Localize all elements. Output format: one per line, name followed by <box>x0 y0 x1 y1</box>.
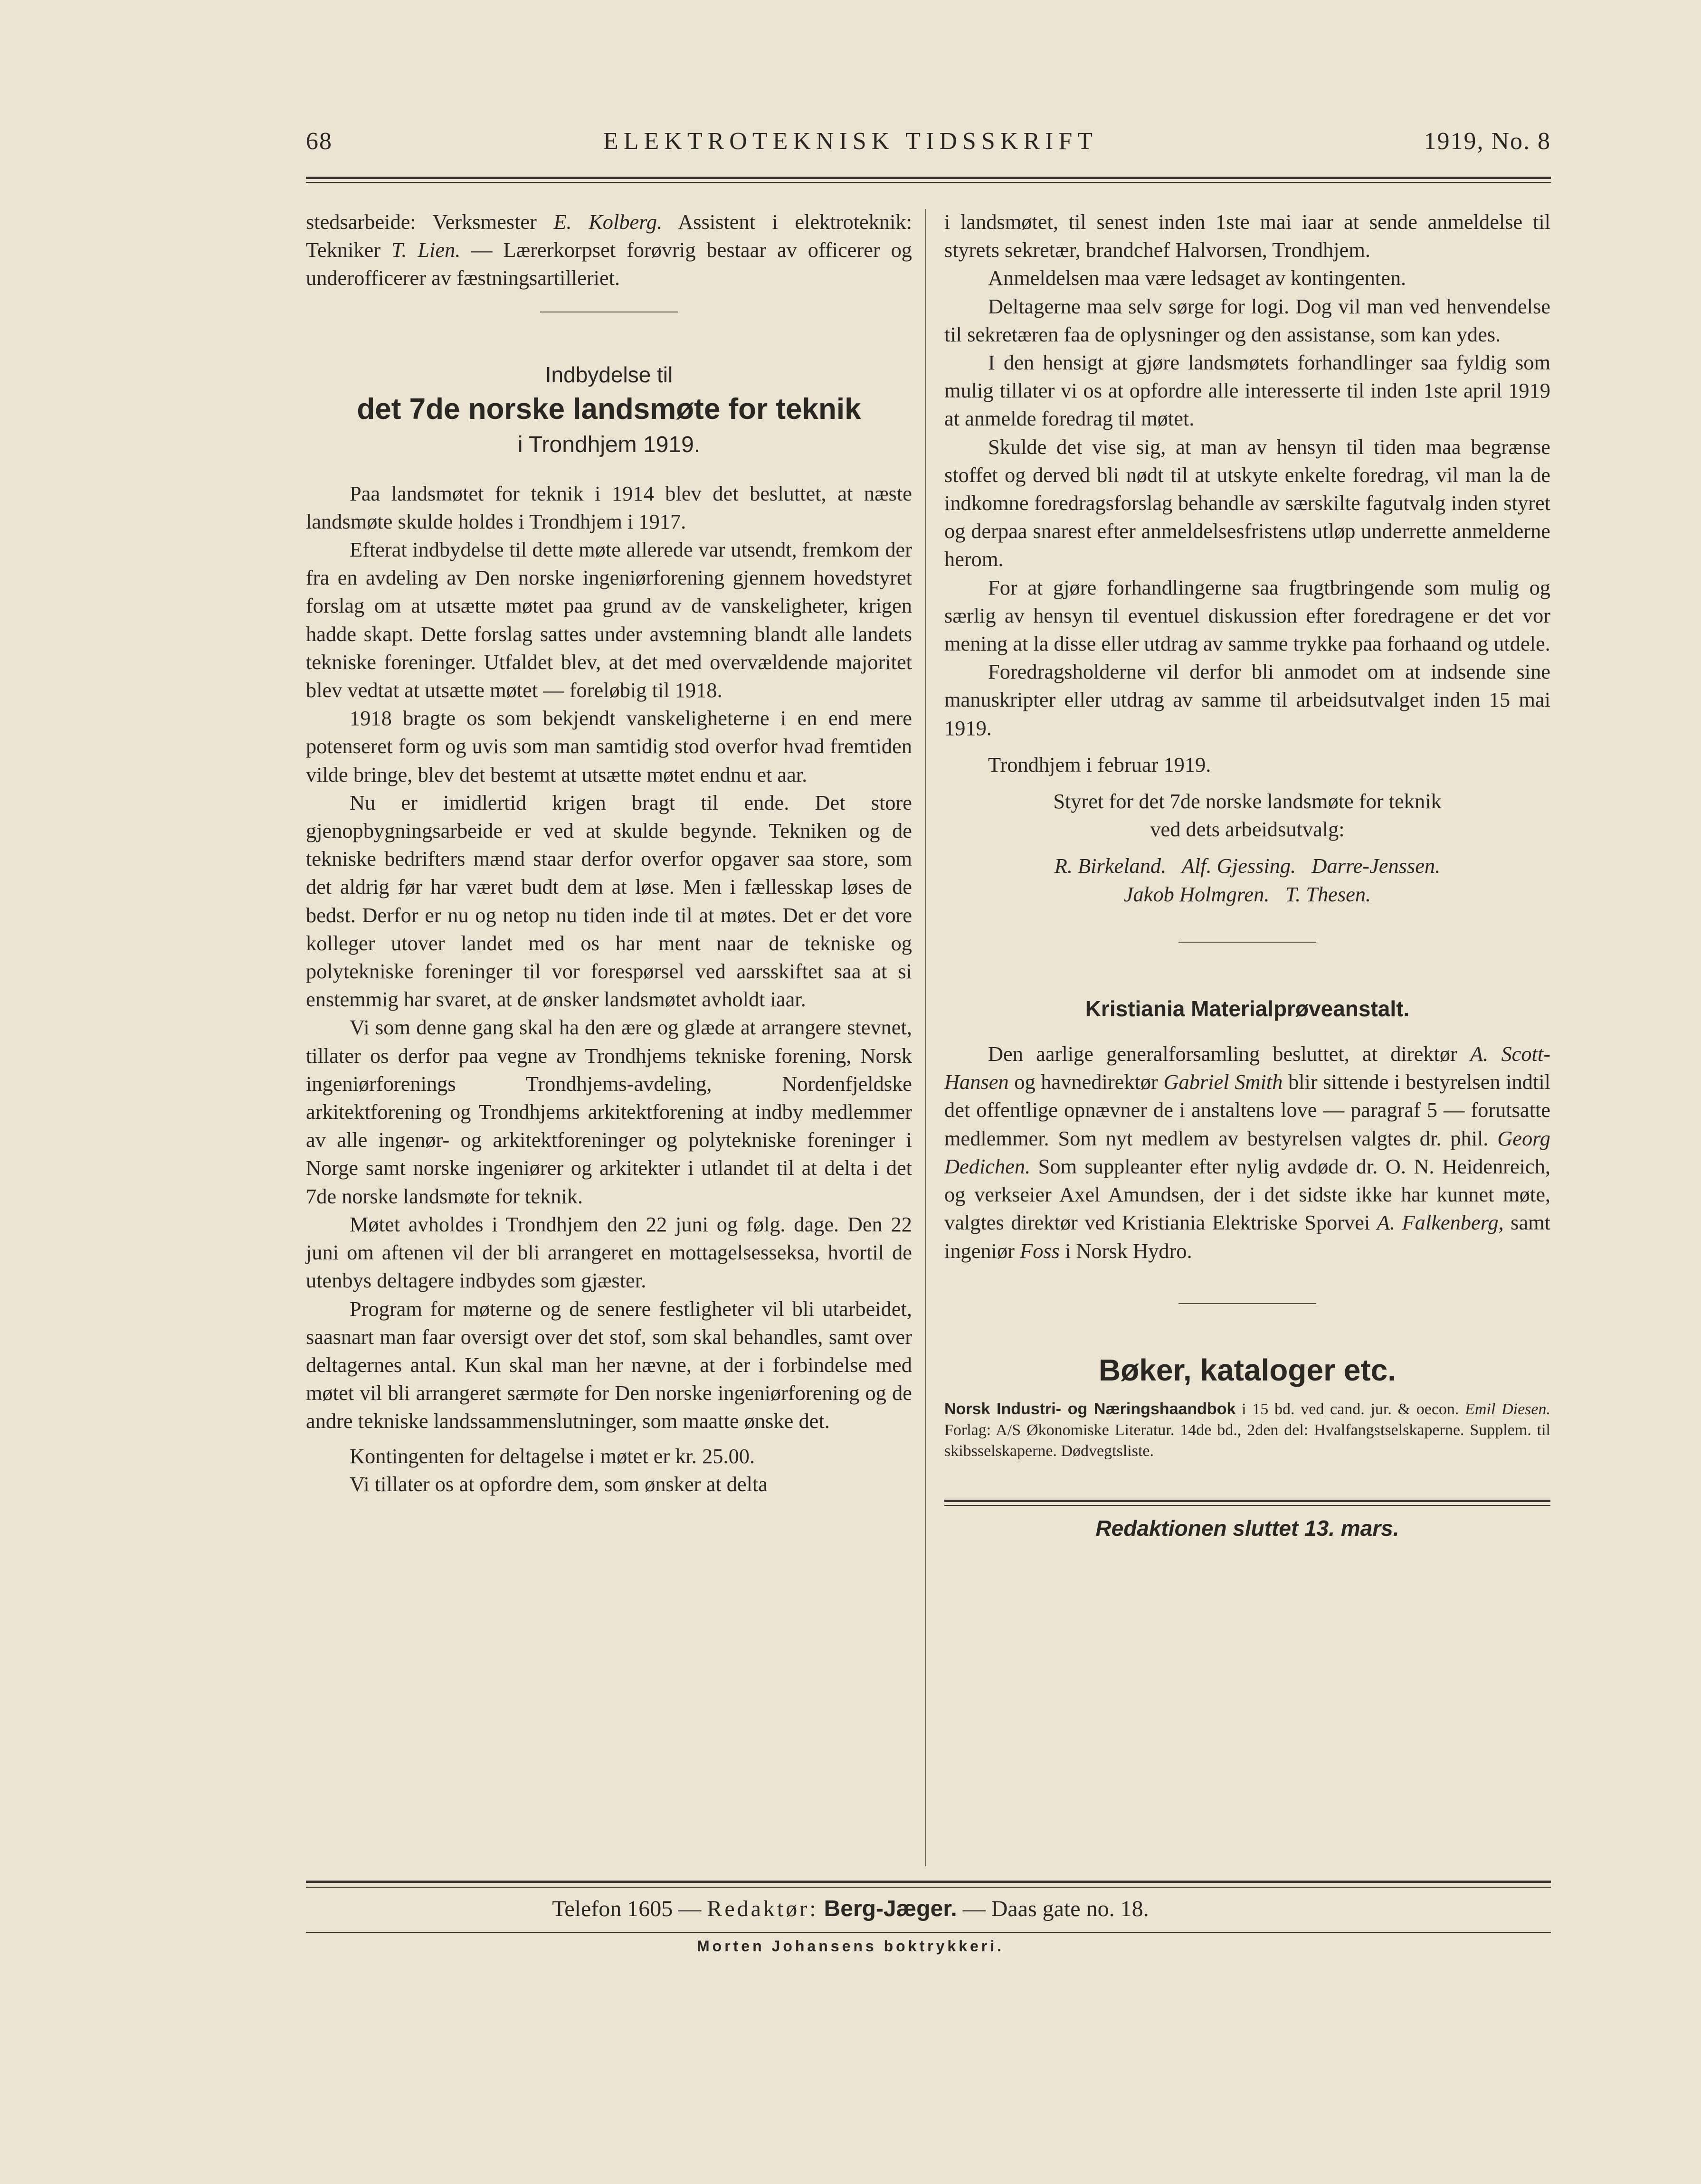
article-paragraph: Vi som denne gang skal ha den ære og glæde at arrangere stevnet, tillater os derfor paa vegne av Trondhjems tekniske forening, Norsk ingeniørforenings Trondhjems-avdeling, Nordenfjeldske arkitektforening og Trondhjems arkitektforening at indby medlemmer av alle ingenør- og arkitektforeninger og polytekniske foreninger i Norge samt norske ingeniører og arkitekter i utlandet til at delta i det 7de norske landsmøte for teknik. <box>306 1015 912 1208</box>
editorial-rule-thin <box>944 1505 1550 1506</box>
footer-rule-thin <box>306 1887 1551 1888</box>
books-entry: Norsk Industri- og Næringshaandbok i 15 bd. ved cand. jur. & oecon. Emil Diesen. Forlag: A/S Økonomiske Literatur. 14de bd., 2den del: Hvalfangstselskaperne. Supplem. til skibsselskaperne. Dødvegtsliste. <box>944 1399 1550 1460</box>
kristiania-heading: Kristiania Materialprøveanstalt. <box>1085 996 1410 1021</box>
signatures: R. Birkeland. Alf. Gjessing. Darre-Jenssen. <box>1054 854 1441 878</box>
printer-line: Morten Johansens boktrykkeri. <box>696 1938 1005 1955</box>
article-paragraph: Program for møterne og de senere festligheter vil bli utarbeidet, saasnart man faar oversigt over det stof, som skal behandles, samt over deltagernes antal. Kun skal man her nævne, at der i forbindelse med møtet vil bli arrangeret særmøte for Den norske ingeniørforening og de andre tekniske landssammenslutninger, som maatte ønske det. <box>306 1296 912 1433</box>
section-divider <box>1178 942 1316 943</box>
left-column <box>306 208 912 1498</box>
header-rule-thick <box>306 177 1551 179</box>
article-paragraph: 1918 bragte os som bekjendt vanskeligheterne i en end mere potenseret form og uvis som man samtidig stod overfor hvad fremtiden vilde bringe, blev det bestemt at utsætte møtet endnu et aar. <box>306 706 912 786</box>
article-paragraph: i landsmøtet, til senest inden 1ste mai iaar at sende anmeldelse til styrets sekretær, brandchef Halvorsen, Trondhjem. <box>944 210 1550 262</box>
board-line: ved dets arbeidsutvalg: <box>1150 817 1345 841</box>
article-paragraph: Møtet avholdes i Trondhjem den 22 juni og følg. dage. Den 22 juni om aftenen vil der bli arrangeret en mottagelsesseksa, hvortil de utenbys deltagere indbydes som gjæster. <box>306 1212 912 1293</box>
article-paragraph: Efterat indbydelse til dette møte allerede var utsendt, fremkom der fra en avdeling av Den norske ingeniørforening gjennem hovedstyret forslag om at utsætte møtet paa grund av de vanskeligheter, krigen hadde skapt. Dette forslag sattes under avstemning blandt alle landets tekniske foreninger. Utfaldet blev, at det med overvældende majoritet blev vedtat at utsætte møtet — foreløbig til 1918. <box>306 538 912 702</box>
article-paragraph: For at gjøre forhandlingerne saa frugtbringende som mulig og særlig av hensyn til eventuel diskussion efter foredragene er det vor mening at la disse eller utdrag av samme trykke paa forhaand og utdele. <box>944 575 1550 656</box>
editorial-note: Redaktionen sluttet 13. mars. <box>1095 1515 1399 1541</box>
footer-rule-thick <box>306 1881 1551 1883</box>
board-line: Styret for det 7de norske landsmøte for teknik <box>1053 789 1442 813</box>
footer-bottom-rule <box>306 1932 1551 1933</box>
invitation-heading: Indbydelse til <box>545 362 673 387</box>
page-number: 68 <box>306 128 333 155</box>
article-title: det 7de norske landsmøte for teknik <box>357 392 861 425</box>
editorial-rule-thick <box>944 1500 1550 1502</box>
article-paragraph: I den hensigt at gjøre landsmøtets forhandlinger saa fyldig som mulig tillater vi os at opfordre alle interesserte til inden 1ste april 1919 at anmelde foredrag til møtet. <box>944 350 1550 431</box>
article-paragraph: Deltagerne maa selv sørge for logi. Dog vil man ved henvendelse til sekretæren faa de oplysninger og den assistanse, som kan ydes. <box>944 294 1550 346</box>
article-paragraph: Nu er imidlertid krigen bragt til ende. Det store gjenopbygningsarbeide er ved at skulde begynde. Tekniken og de tekniske bedrifters mænd staar derfor overfor opgaver saa store, som det aldrig før har været budt dem at løse. Men i fællesskap løses de bedst. Derfor er nu og netop nu tiden inde til at møtes. Det er det vore kolleger utover landet med os har ment naar de tekniske og polytekniske foreninger til vor forespørsel ved aarsskiftet saa at si enstemmig har svaret, at de ønsker landsmøtet avholdt iaar. <box>306 790 912 1012</box>
article-paragraph: Foredragsholderne vil derfor bli anmodet om at indsende sine manuskripter eller utdrag av samme til arbeidsutvalget inden 15 mai 1919. <box>944 660 1550 740</box>
article-paragraph: Vi tillater os at opfordre dem, som ønsker at delta <box>350 1472 768 1496</box>
journal-title: ELEKTROTEKNISK TIDSSKRIFT <box>603 128 1098 155</box>
kristiania-paragraph: Den aarlige generalforsamling besluttet, at direktør A. Scott-Hansen og havnedirektør Gabriel Smith blir sittende i bestyrelsen indtil det offentlige opnævner de i anstaltens love — paragraf 5 — forutsatte medlemmer. Som nyt medlem av bestyrelsen valgtes dr. phil. Georg Dedichen. Som suppleanter efter nylig avdøde dr. O. N. Heidenreich, og verkseier Axel Amundsen, der i det sidste ikke har kunnet møte, valgtes direktør ved Kristiania Elektriske Sporvei A. Falkenberg, samt ingeniør Foss i Norsk Hydro. <box>944 1042 1551 1263</box>
article-paragraph: Skulde det vise sig, at man av hensyn til tiden maa begrænse stoffet og derved bli nødt til at utskyte enkelte foredrag, vil man la de indkomne foredragsforslag behandle av særskilte fagutvalg inden styret og derpaa snarest efter anmeldelsesfristens utløp underrette anmelderne herom. <box>944 435 1550 571</box>
column-divider <box>925 209 926 1866</box>
header-rule-thin <box>306 182 1551 183</box>
article-paragraph: Anmeldelsen maa være ledsaget av kontingenten. <box>988 266 1406 290</box>
books-heading: Bøker, kataloger etc. <box>1098 1352 1397 1387</box>
article-subtitle: i Trondhjem 1919. <box>517 432 701 457</box>
intro-paragraph: stedsarbeide: Verksmester E. Kolberg. Assistent i elektroteknik: Tekniker T. Lien. — Lærerkorpset forøvrig bestaar av officerer og underofficerer av fæstningsartilleriet. <box>306 210 912 290</box>
right-column <box>944 208 1550 1542</box>
article-paragraph: Kontingenten for deltagelse i møtet er kr. 25.00. <box>350 1444 755 1468</box>
issue-number: 1919, No. 8 <box>1424 128 1551 155</box>
footer-line: Telefon 1605 — Redaktør: Berg-Jæger. — Daas gate no. 18. <box>552 1896 1149 1921</box>
signatures: Jakob Holmgren. T. Thesen. <box>1123 882 1371 906</box>
section-divider <box>1178 1303 1316 1304</box>
article-paragraph: Paa landsmøtet for teknik i 1914 blev det besluttet, at næste landsmøte skulde holdes i Trondhjem i 1917. <box>306 481 912 533</box>
dateline: Trondhjem i februar 1919. <box>988 752 1211 776</box>
